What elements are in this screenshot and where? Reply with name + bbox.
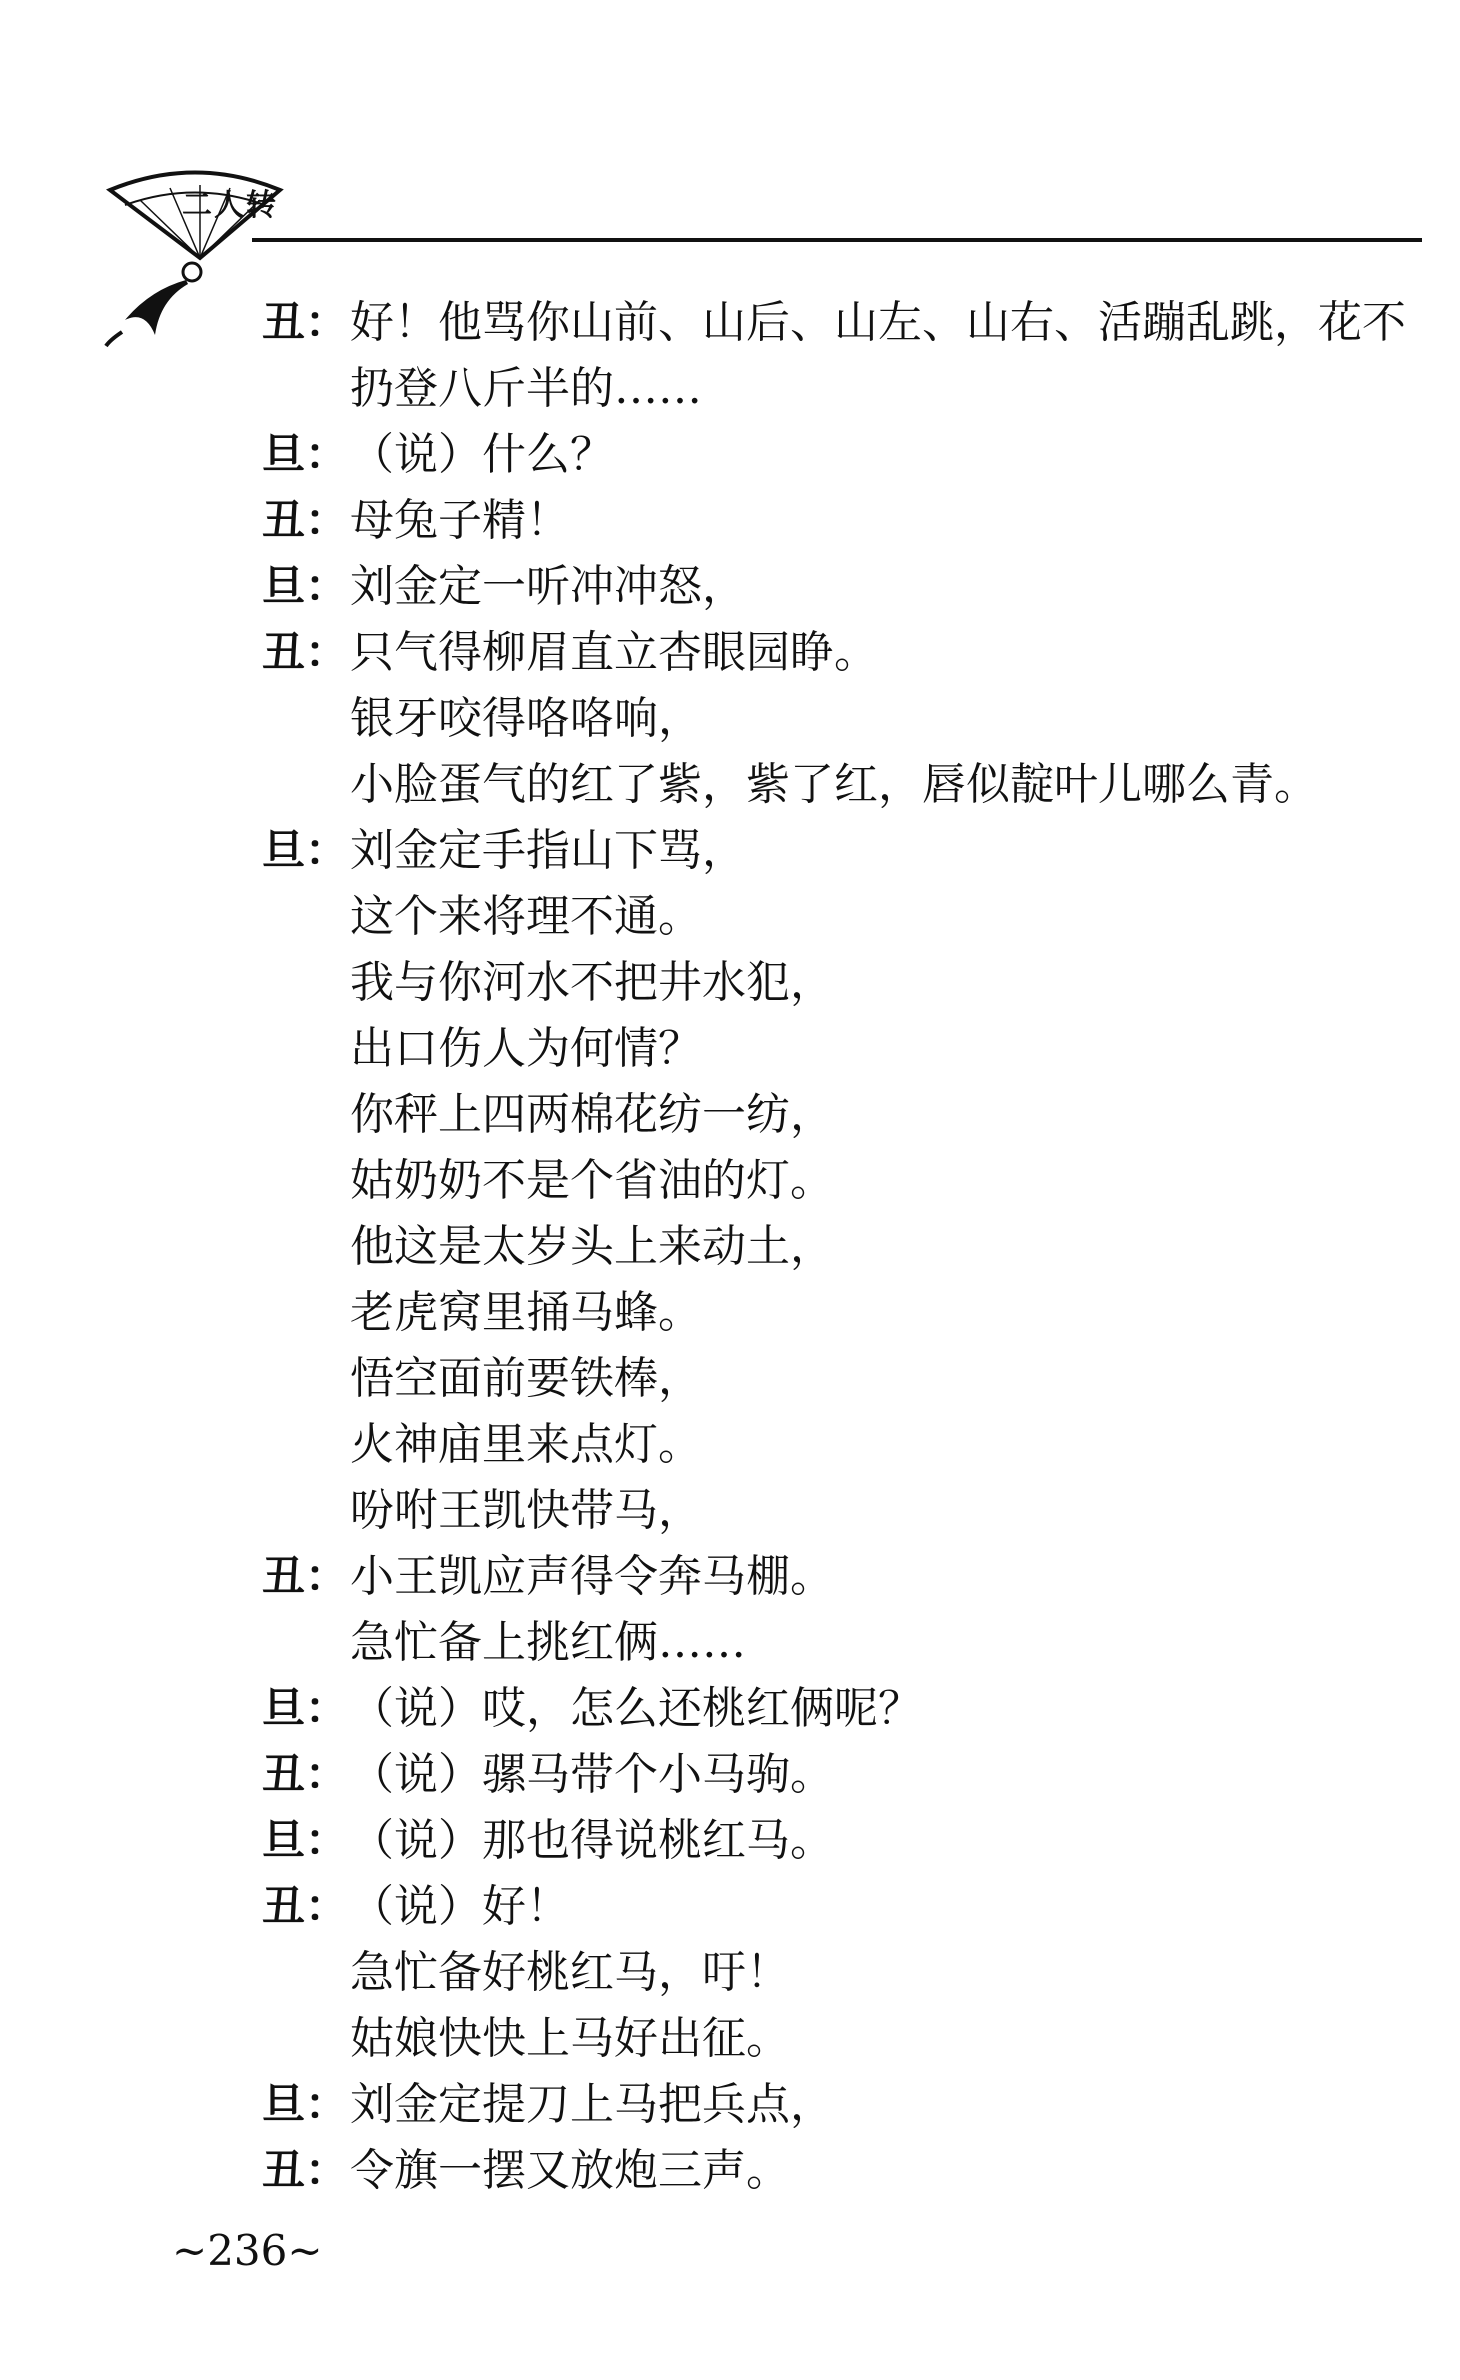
script-line (262, 1742, 1432, 1808)
script-line (262, 1874, 1432, 1940)
line-text: 母兔子精！ (350, 495, 570, 546)
script-line (262, 1346, 1432, 1412)
script-line (262, 1412, 1432, 1478)
line-text: （说）什么？ (350, 429, 614, 480)
script-line (262, 1280, 1432, 1346)
line-text: 小王凯应声得令奔马棚。 (350, 1551, 834, 1602)
speaker-label: 旦： (262, 826, 348, 876)
script-line (262, 2006, 1432, 2072)
page-number: ~236~ (172, 2226, 323, 2275)
speaker-label: 丑： (262, 496, 348, 546)
line-text: 我与你河水不把井水犯， (350, 957, 834, 1008)
script-body (262, 290, 1432, 2204)
line-text: 这个来将理不通。 (350, 891, 702, 942)
line-text: 扔登八斤半的…… (350, 363, 702, 414)
script-line (262, 884, 1432, 950)
line-text: 火神庙里来点灯。 (350, 1419, 702, 1470)
speaker-label: 丑： (262, 2146, 348, 2196)
script-line (262, 1214, 1432, 1280)
script-line (262, 1808, 1432, 1874)
script-line (262, 686, 1432, 752)
script-line (262, 1478, 1432, 1544)
line-text: 好！他骂你山前、山后、山左、山右、活蹦乱跳，花不 (350, 297, 1406, 348)
speaker-label: 丑： (262, 1882, 348, 1932)
line-text: 你秤上四两棉花纺一纺， (350, 1089, 834, 1140)
script-line (262, 554, 1432, 620)
line-text: 悟空面前要铁棒， (350, 1353, 702, 1404)
line-text: 他这是太岁头上来动土， (350, 1221, 834, 1272)
line-text: 姑奶奶不是个省油的灯。 (350, 1155, 834, 1206)
script-line (262, 422, 1432, 488)
line-text: 只气得柳眉直立杏眼园睁。 (350, 627, 878, 678)
line-text: 银牙咬得咯咯响， (350, 693, 702, 744)
line-text: 刘金定提刀上马把兵点， (350, 2079, 834, 2130)
script-line (262, 818, 1432, 884)
header-rule (252, 238, 1422, 242)
script-line (262, 620, 1432, 686)
script-line (262, 290, 1432, 356)
script-line (262, 752, 1432, 818)
speaker-label: 丑： (262, 298, 348, 348)
script-line (262, 1544, 1432, 1610)
script-line (262, 2138, 1432, 2204)
speaker-label: 丑： (262, 1750, 348, 1800)
line-text: 急忙备上挑红俩…… (350, 1617, 746, 1668)
line-text: 令旗一摆又放炮三声。 (350, 2145, 790, 2196)
line-text: 姑娘快快上马好出征。 (350, 2013, 790, 2064)
speaker-label: 旦： (262, 430, 348, 480)
script-line (262, 950, 1432, 1016)
book-logo-text: 二人转 (182, 188, 278, 223)
line-text: 吩咐王凯快带马， (350, 1485, 702, 1536)
line-text: 出口伤人为何情？ (350, 1023, 702, 1074)
script-line (262, 1940, 1432, 2006)
speaker-label: 丑： (262, 628, 348, 678)
line-text: 刘金定一听冲冲怒， (350, 561, 746, 612)
line-text: 老虎窝里捅马蜂。 (350, 1287, 702, 1338)
line-text: 小脸蛋气的红了紫，紫了红，唇似靛叶儿哪么青。 (350, 759, 1318, 810)
script-line (262, 2072, 1432, 2138)
script-line (262, 1016, 1432, 1082)
speaker-label: 丑： (262, 1552, 348, 1602)
speaker-label: 旦： (262, 2080, 348, 2130)
speaker-label: 旦： (262, 1816, 348, 1866)
line-text: 刘金定手指山下骂， (350, 825, 746, 876)
line-text: （说）骡马带个小马驹。 (350, 1749, 834, 1800)
line-text: （说）哎，怎么还桃红俩呢？ (350, 1683, 922, 1734)
script-line (262, 1148, 1432, 1214)
speaker-label: 旦： (262, 1684, 348, 1734)
script-line (262, 1610, 1432, 1676)
line-text: （说）好！ (350, 1881, 570, 1932)
script-line (262, 488, 1432, 554)
script-line (262, 356, 1432, 422)
line-text: （说）那也得说桃红马。 (350, 1815, 834, 1866)
speaker-label: 旦： (262, 562, 348, 612)
line-text: 急忙备好桃红马，吁！ (350, 1947, 790, 1998)
script-line (262, 1676, 1432, 1742)
script-line (262, 1082, 1432, 1148)
